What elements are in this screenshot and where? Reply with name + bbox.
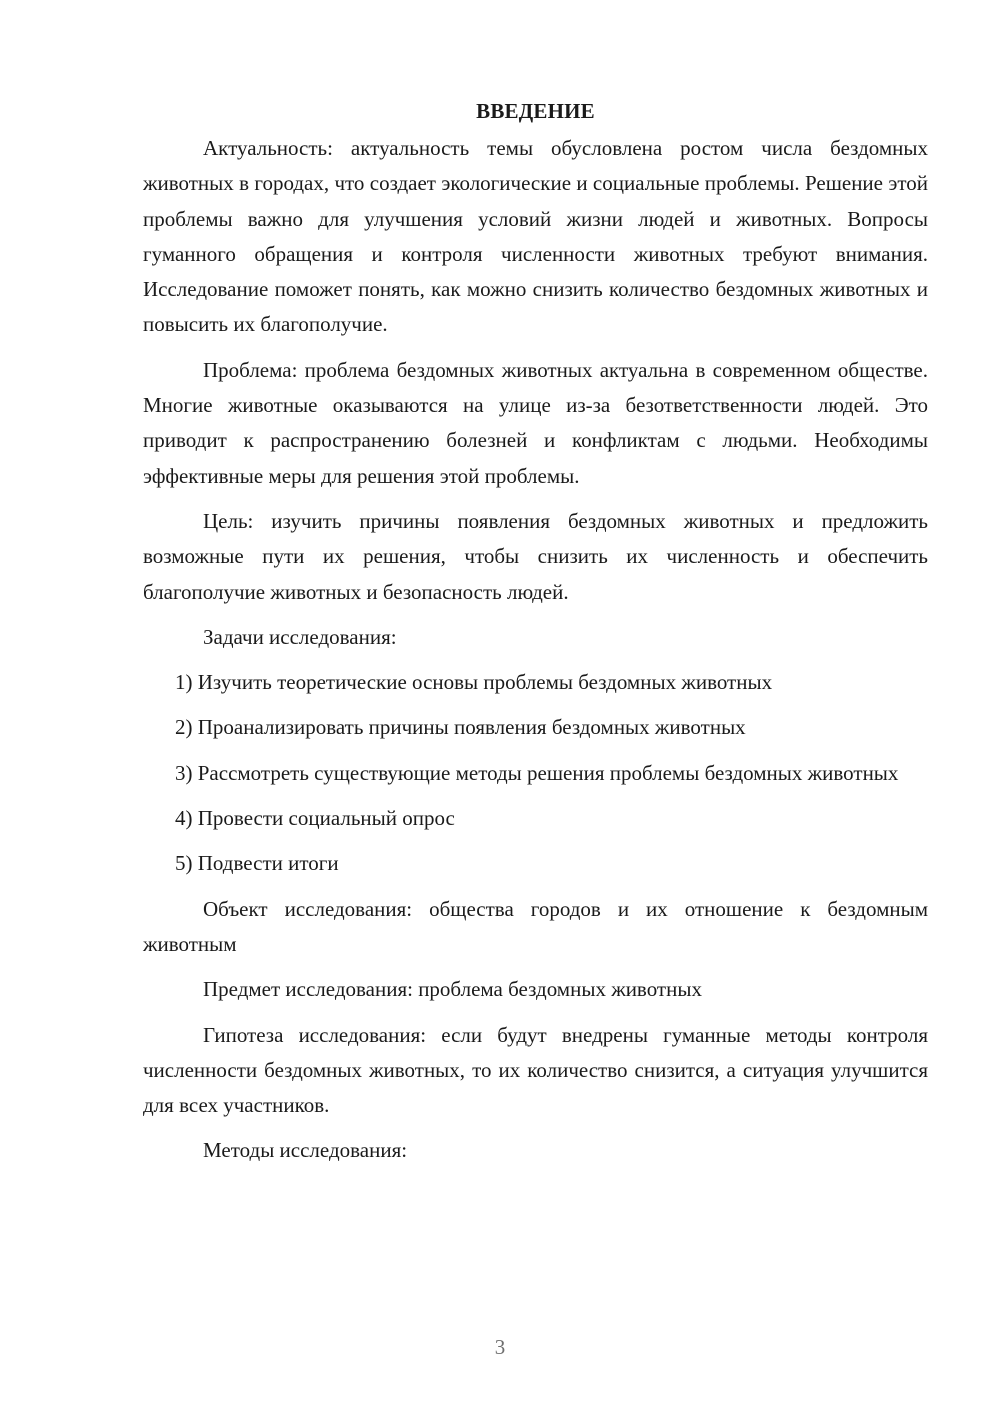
list-item: 5) Подвести итоги <box>175 851 339 876</box>
page-number: 3 <box>494 1335 506 1359</box>
list-item: 4) Провести социальный опрос <box>175 806 455 831</box>
paragraph-object: Объект исследования: общества городов и их отношение к бездомным животным <box>143 896 928 956</box>
paragraph-goal: Цель: изучить причины появления бездомных животных и предложить возможные пути их решения, чтобы снизить их численность и обеспечить благополучие животных и безопасность людей. <box>143 508 928 604</box>
methods-heading: Методы исследования: <box>203 1138 408 1163</box>
paragraph-subject: Предмет исследования: проблема бездомных животных <box>203 977 702 1002</box>
list-item: 1) Изучить теоретические основы проблемы бездомных животных <box>175 670 773 695</box>
tasks-heading: Задачи исследования: <box>203 624 397 649</box>
list-item: 2) Проанализировать причины появления бездомных животных <box>175 715 746 740</box>
paragraph-hypothesis: Гипотеза исследования: если будут внедрены гуманные методы контроля численности бездомных животных, то их количество снизится, а ситуация улучшится для всех участников. <box>143 1022 928 1118</box>
page-title: ВВЕДЕНИЕ <box>476 99 595 123</box>
page-content <box>143 96 928 1179</box>
list-item: 3) Рассмотреть существующие методы решения проблемы бездомных животных <box>175 760 899 785</box>
paragraph-problem: Проблема: проблема бездомных животных актуальна в современном обществе. Многие животные оказываются на улице из-за безответственности людей. Это приводит к распространению болезней и конфликтам с людьми. Необходимы эффективные меры для решения этой проблемы. <box>143 357 928 488</box>
paragraph-relevance: Актуальность: актуальность темы обусловлена ростом числа бездомных животных в городах, что создает экологические и социальные проблемы. Решение этой проблемы важно для улучшения условий жизни людей и животных. Вопросы гуманного обращения и контроля численности животных требуют внимания. Исследование поможет понять, как можно снизить количество бездомных животных и повысить их благополучие. <box>143 136 928 337</box>
